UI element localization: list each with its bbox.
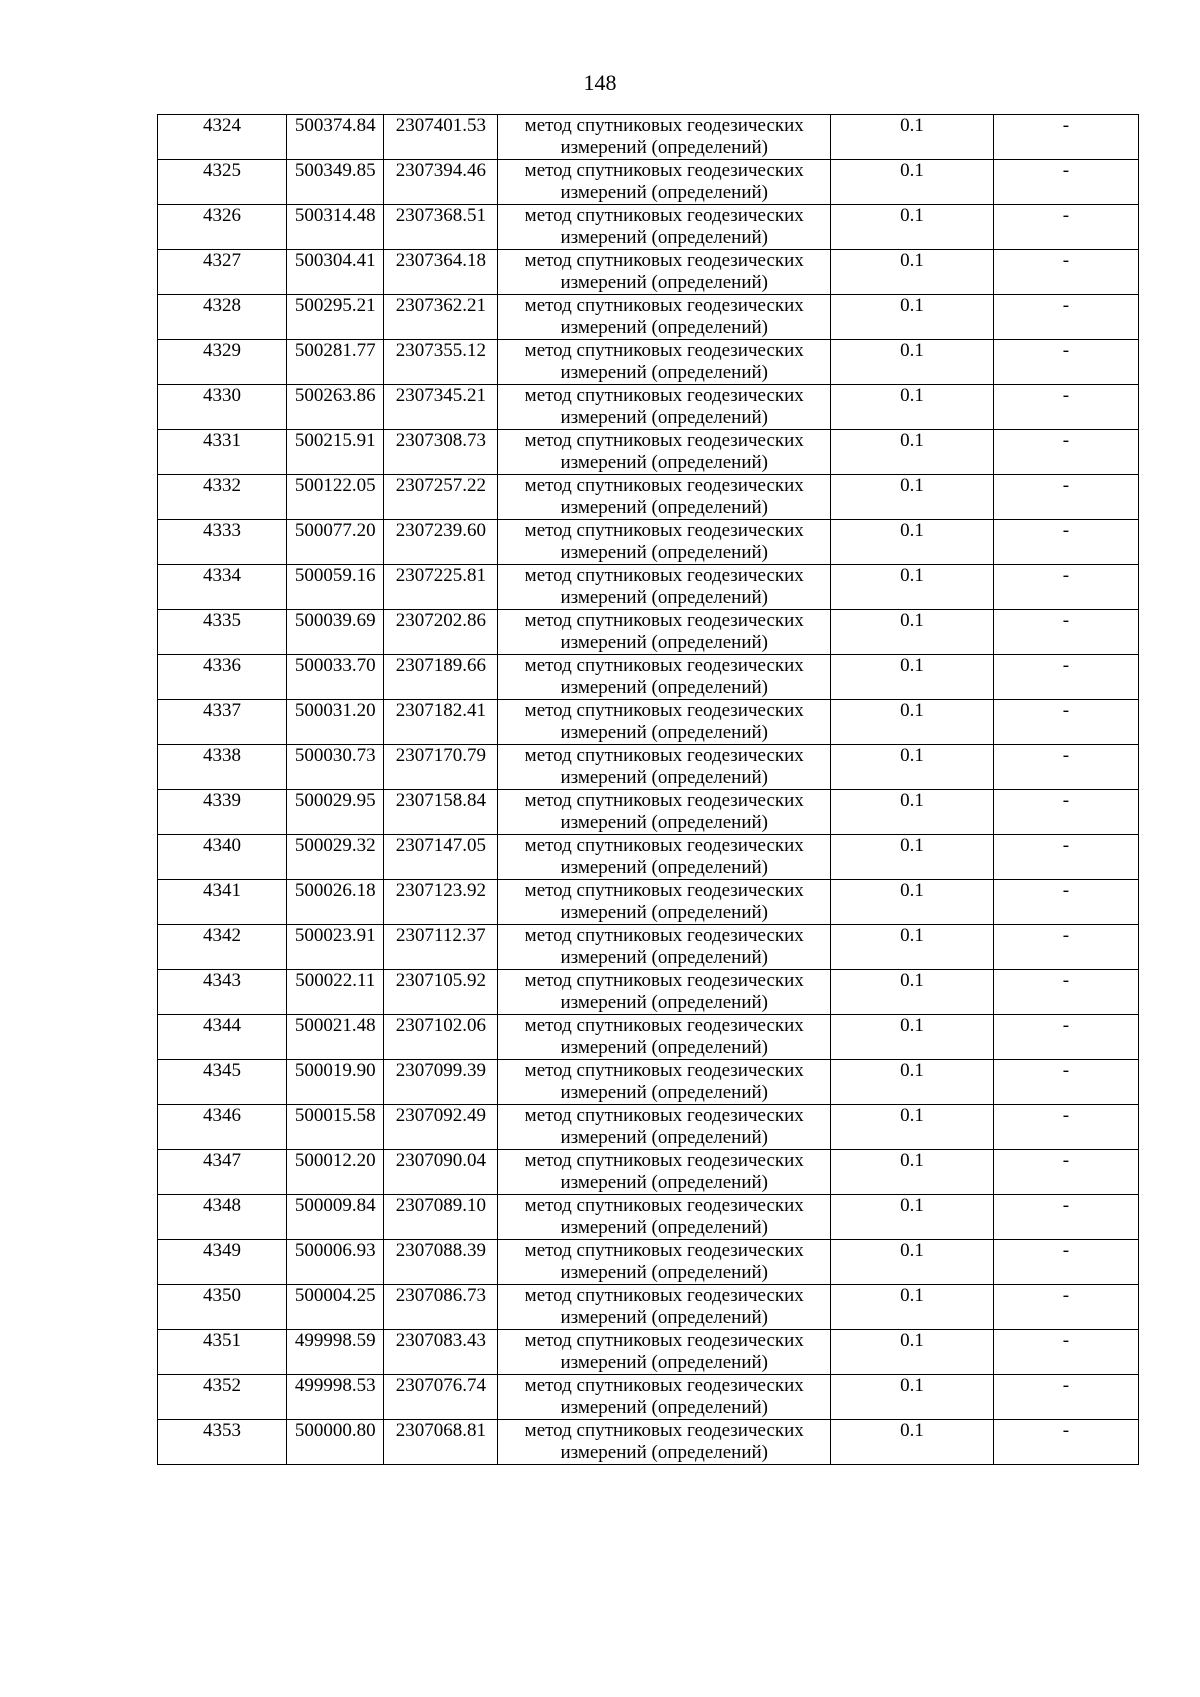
method-cell: метод спутниковых геодезических измерений (определений) — [498, 250, 831, 295]
accuracy-cell: 0.1 — [831, 610, 993, 655]
note-cell: - — [993, 925, 1138, 970]
x-coordinate-cell: 500000.80 — [286, 1420, 383, 1465]
x-coordinate-cell: 500012.20 — [286, 1150, 383, 1195]
point-number-cell: 4350 — [158, 1285, 287, 1330]
note-cell: - — [993, 835, 1138, 880]
y-coordinate-cell: 2307170.79 — [384, 745, 498, 790]
point-number-cell: 4339 — [158, 790, 287, 835]
note-cell: - — [993, 250, 1138, 295]
table-row — [158, 1015, 1139, 1060]
accuracy-cell: 0.1 — [831, 700, 993, 745]
y-coordinate-cell: 2307089.10 — [384, 1195, 498, 1240]
y-coordinate-cell: 2307202.86 — [384, 610, 498, 655]
x-coordinate-cell: 500349.85 — [286, 160, 383, 205]
table-row — [158, 475, 1139, 520]
x-coordinate-cell: 500314.48 — [286, 205, 383, 250]
accuracy-cell: 0.1 — [831, 475, 993, 520]
accuracy-cell: 0.1 — [831, 1240, 993, 1285]
table-row — [158, 250, 1139, 295]
table-row — [158, 610, 1139, 655]
method-cell: метод спутниковых геодезических измерений (определений) — [498, 835, 831, 880]
method-cell: метод спутниковых геодезических измерений (определений) — [498, 1330, 831, 1375]
accuracy-cell: 0.1 — [831, 745, 993, 790]
table-row — [158, 565, 1139, 610]
table-row — [158, 880, 1139, 925]
point-number-cell: 4325 — [158, 160, 287, 205]
method-cell: метод спутниковых геодезических измерений (определений) — [498, 610, 831, 655]
y-coordinate-cell: 2307083.43 — [384, 1330, 498, 1375]
method-cell: метод спутниковых геодезических измерений (определений) — [498, 1420, 831, 1465]
accuracy-cell: 0.1 — [831, 1285, 993, 1330]
x-coordinate-cell: 500281.77 — [286, 340, 383, 385]
point-number-cell: 4353 — [158, 1420, 287, 1465]
x-coordinate-cell: 500021.48 — [286, 1015, 383, 1060]
point-number-cell: 4324 — [158, 115, 287, 160]
x-coordinate-cell: 499998.59 — [286, 1330, 383, 1375]
x-coordinate-cell: 500304.41 — [286, 250, 383, 295]
x-coordinate-cell: 500022.11 — [286, 970, 383, 1015]
table-row — [158, 205, 1139, 250]
y-coordinate-cell: 2307345.21 — [384, 385, 498, 430]
method-cell: метод спутниковых геодезических измерений (определений) — [498, 160, 831, 205]
y-coordinate-cell: 2307308.73 — [384, 430, 498, 475]
note-cell: - — [993, 430, 1138, 475]
accuracy-cell: 0.1 — [831, 430, 993, 475]
accuracy-cell: 0.1 — [831, 385, 993, 430]
y-coordinate-cell: 2307092.49 — [384, 1105, 498, 1150]
y-coordinate-cell: 2307112.37 — [384, 925, 498, 970]
method-cell: метод спутниковых геодезических измерений (определений) — [498, 385, 831, 430]
x-coordinate-cell: 500004.25 — [286, 1285, 383, 1330]
note-cell: - — [993, 1330, 1138, 1375]
method-cell: метод спутниковых геодезических измерений (определений) — [498, 1375, 831, 1420]
note-cell: - — [993, 610, 1138, 655]
point-number-cell: 4337 — [158, 700, 287, 745]
point-number-cell: 4352 — [158, 1375, 287, 1420]
y-coordinate-cell: 2307086.73 — [384, 1285, 498, 1330]
note-cell: - — [993, 970, 1138, 1015]
point-number-cell: 4330 — [158, 385, 287, 430]
method-cell: метод спутниковых геодезических измерений (определений) — [498, 655, 831, 700]
note-cell: - — [993, 880, 1138, 925]
point-number-cell: 4332 — [158, 475, 287, 520]
x-coordinate-cell: 500006.93 — [286, 1240, 383, 1285]
method-cell: метод спутниковых геодезических измерений (определений) — [498, 700, 831, 745]
table-row — [158, 700, 1139, 745]
coordinates-table-body — [158, 115, 1139, 1465]
x-coordinate-cell: 500263.86 — [286, 385, 383, 430]
y-coordinate-cell: 2307123.92 — [384, 880, 498, 925]
table-row — [158, 1375, 1139, 1420]
note-cell: - — [993, 790, 1138, 835]
y-coordinate-cell: 2307364.18 — [384, 250, 498, 295]
note-cell: - — [993, 205, 1138, 250]
table-row — [158, 1330, 1139, 1375]
x-coordinate-cell: 500122.05 — [286, 475, 383, 520]
point-number-cell: 4331 — [158, 430, 287, 475]
y-coordinate-cell: 2307362.21 — [384, 295, 498, 340]
point-number-cell: 4340 — [158, 835, 287, 880]
note-cell: - — [993, 565, 1138, 610]
table-row — [158, 1420, 1139, 1465]
note-cell: - — [993, 655, 1138, 700]
method-cell: метод спутниковых геодезических измерений (определений) — [498, 565, 831, 610]
table-row — [158, 1105, 1139, 1150]
y-coordinate-cell: 2307355.12 — [384, 340, 498, 385]
point-number-cell: 4327 — [158, 250, 287, 295]
note-cell: - — [993, 745, 1138, 790]
point-number-cell: 4348 — [158, 1195, 287, 1240]
table-row — [158, 340, 1139, 385]
point-number-cell: 4343 — [158, 970, 287, 1015]
y-coordinate-cell: 2307257.22 — [384, 475, 498, 520]
point-number-cell: 4334 — [158, 565, 287, 610]
table-row — [158, 970, 1139, 1015]
method-cell: метод спутниковых геодезических измерений (определений) — [498, 1195, 831, 1240]
method-cell: метод спутниковых геодезических измерений (определений) — [498, 1105, 831, 1150]
method-cell: метод спутниковых геодезических измерений (определений) — [498, 115, 831, 160]
point-number-cell: 4333 — [158, 520, 287, 565]
method-cell: метод спутниковых геодезических измерений (определений) — [498, 430, 831, 475]
accuracy-cell: 0.1 — [831, 250, 993, 295]
note-cell: - — [993, 475, 1138, 520]
point-number-cell: 4326 — [158, 205, 287, 250]
x-coordinate-cell: 500019.90 — [286, 1060, 383, 1105]
note-cell: - — [993, 295, 1138, 340]
y-coordinate-cell: 2307368.51 — [384, 205, 498, 250]
x-coordinate-cell: 500030.73 — [286, 745, 383, 790]
table-row — [158, 835, 1139, 880]
x-coordinate-cell: 500077.20 — [286, 520, 383, 565]
accuracy-cell: 0.1 — [831, 835, 993, 880]
note-cell: - — [993, 160, 1138, 205]
table-row — [158, 160, 1139, 205]
accuracy-cell: 0.1 — [831, 295, 993, 340]
accuracy-cell: 0.1 — [831, 565, 993, 610]
y-coordinate-cell: 2307105.92 — [384, 970, 498, 1015]
note-cell: - — [993, 1420, 1138, 1465]
x-coordinate-cell: 500029.95 — [286, 790, 383, 835]
accuracy-cell: 0.1 — [831, 205, 993, 250]
accuracy-cell: 0.1 — [831, 1060, 993, 1105]
accuracy-cell: 0.1 — [831, 880, 993, 925]
x-coordinate-cell: 500026.18 — [286, 880, 383, 925]
accuracy-cell: 0.1 — [831, 520, 993, 565]
table-row — [158, 1240, 1139, 1285]
y-coordinate-cell: 2307182.41 — [384, 700, 498, 745]
accuracy-cell: 0.1 — [831, 160, 993, 205]
table-row — [158, 1060, 1139, 1105]
point-number-cell: 4351 — [158, 1330, 287, 1375]
point-number-cell: 4344 — [158, 1015, 287, 1060]
accuracy-cell: 0.1 — [831, 925, 993, 970]
table-row — [158, 925, 1139, 970]
point-number-cell: 4342 — [158, 925, 287, 970]
x-coordinate-cell: 500033.70 — [286, 655, 383, 700]
method-cell: метод спутниковых геодезических измерений (определений) — [498, 205, 831, 250]
accuracy-cell: 0.1 — [831, 340, 993, 385]
table-row — [158, 115, 1139, 160]
x-coordinate-cell: 500029.32 — [286, 835, 383, 880]
accuracy-cell: 0.1 — [831, 970, 993, 1015]
x-coordinate-cell: 499998.53 — [286, 1375, 383, 1420]
point-number-cell: 4345 — [158, 1060, 287, 1105]
accuracy-cell: 0.1 — [831, 1015, 993, 1060]
note-cell: - — [993, 115, 1138, 160]
point-number-cell: 4346 — [158, 1105, 287, 1150]
x-coordinate-cell: 500059.16 — [286, 565, 383, 610]
table-row — [158, 655, 1139, 700]
y-coordinate-cell: 2307088.39 — [384, 1240, 498, 1285]
method-cell: метод спутниковых геодезических измерений (определений) — [498, 475, 831, 520]
table-row — [158, 1195, 1139, 1240]
x-coordinate-cell: 500031.20 — [286, 700, 383, 745]
y-coordinate-cell: 2307076.74 — [384, 1375, 498, 1420]
x-coordinate-cell: 500374.84 — [286, 115, 383, 160]
y-coordinate-cell: 2307102.06 — [384, 1015, 498, 1060]
table-row — [158, 1150, 1139, 1195]
x-coordinate-cell: 500295.21 — [286, 295, 383, 340]
method-cell: метод спутниковых геодезических измерений (определений) — [498, 1285, 831, 1330]
accuracy-cell: 0.1 — [831, 1195, 993, 1240]
y-coordinate-cell: 2307147.05 — [384, 835, 498, 880]
method-cell: метод спутниковых геодезических измерений (определений) — [498, 880, 831, 925]
note-cell: - — [993, 1285, 1138, 1330]
x-coordinate-cell: 500015.58 — [286, 1105, 383, 1150]
page-number: 148 — [583, 70, 617, 95]
accuracy-cell: 0.1 — [831, 1150, 993, 1195]
table-row — [158, 790, 1139, 835]
y-coordinate-cell: 2307225.81 — [384, 565, 498, 610]
note-cell: - — [993, 1015, 1138, 1060]
point-number-cell: 4329 — [158, 340, 287, 385]
table-row — [158, 520, 1139, 565]
y-coordinate-cell: 2307394.46 — [384, 160, 498, 205]
accuracy-cell: 0.1 — [831, 1375, 993, 1420]
accuracy-cell: 0.1 — [831, 1330, 993, 1375]
x-coordinate-cell: 500023.91 — [286, 925, 383, 970]
accuracy-cell: 0.1 — [831, 790, 993, 835]
method-cell: метод спутниковых геодезических измерений (определений) — [498, 1060, 831, 1105]
method-cell: метод спутниковых геодезических измерений (определений) — [498, 1015, 831, 1060]
method-cell: метод спутниковых геодезических измерений (определений) — [498, 1240, 831, 1285]
method-cell: метод спутниковых геодезических измерений (определений) — [498, 970, 831, 1015]
method-cell: метод спутниковых геодезических измерений (определений) — [498, 1150, 831, 1195]
accuracy-cell: 0.1 — [831, 115, 993, 160]
method-cell: метод спутниковых геодезических измерений (определений) — [498, 925, 831, 970]
table-row — [158, 1285, 1139, 1330]
y-coordinate-cell: 2307099.39 — [384, 1060, 498, 1105]
point-number-cell: 4328 — [158, 295, 287, 340]
point-number-cell: 4341 — [158, 880, 287, 925]
point-number-cell: 4336 — [158, 655, 287, 700]
accuracy-cell: 0.1 — [831, 655, 993, 700]
y-coordinate-cell: 2307090.04 — [384, 1150, 498, 1195]
method-cell: метод спутниковых геодезических измерений (определений) — [498, 340, 831, 385]
note-cell: - — [993, 1105, 1138, 1150]
coordinates-table — [157, 114, 1139, 1465]
y-coordinate-cell: 2307189.66 — [384, 655, 498, 700]
note-cell: - — [993, 700, 1138, 745]
point-number-cell: 4347 — [158, 1150, 287, 1195]
point-number-cell: 4338 — [158, 745, 287, 790]
y-coordinate-cell: 2307401.53 — [384, 115, 498, 160]
note-cell: - — [993, 520, 1138, 565]
y-coordinate-cell: 2307158.84 — [384, 790, 498, 835]
y-coordinate-cell: 2307068.81 — [384, 1420, 498, 1465]
accuracy-cell: 0.1 — [831, 1105, 993, 1150]
x-coordinate-cell: 500215.91 — [286, 430, 383, 475]
table-row — [158, 385, 1139, 430]
point-number-cell: 4335 — [158, 610, 287, 655]
note-cell: - — [993, 1375, 1138, 1420]
point-number-cell: 4349 — [158, 1240, 287, 1285]
method-cell: метод спутниковых геодезических измерений (определений) — [498, 790, 831, 835]
x-coordinate-cell: 500039.69 — [286, 610, 383, 655]
note-cell: - — [993, 1195, 1138, 1240]
method-cell: метод спутниковых геодезических измерений (определений) — [498, 520, 831, 565]
table-row — [158, 430, 1139, 475]
accuracy-cell: 0.1 — [831, 1420, 993, 1465]
method-cell: метод спутниковых геодезических измерений (определений) — [498, 295, 831, 340]
x-coordinate-cell: 500009.84 — [286, 1195, 383, 1240]
note-cell: - — [993, 1060, 1138, 1105]
note-cell: - — [993, 340, 1138, 385]
table-row — [158, 745, 1139, 790]
note-cell: - — [993, 1240, 1138, 1285]
note-cell: - — [993, 1150, 1138, 1195]
method-cell: метод спутниковых геодезических измерений (определений) — [498, 745, 831, 790]
table-row — [158, 295, 1139, 340]
note-cell: - — [993, 385, 1138, 430]
y-coordinate-cell: 2307239.60 — [384, 520, 498, 565]
